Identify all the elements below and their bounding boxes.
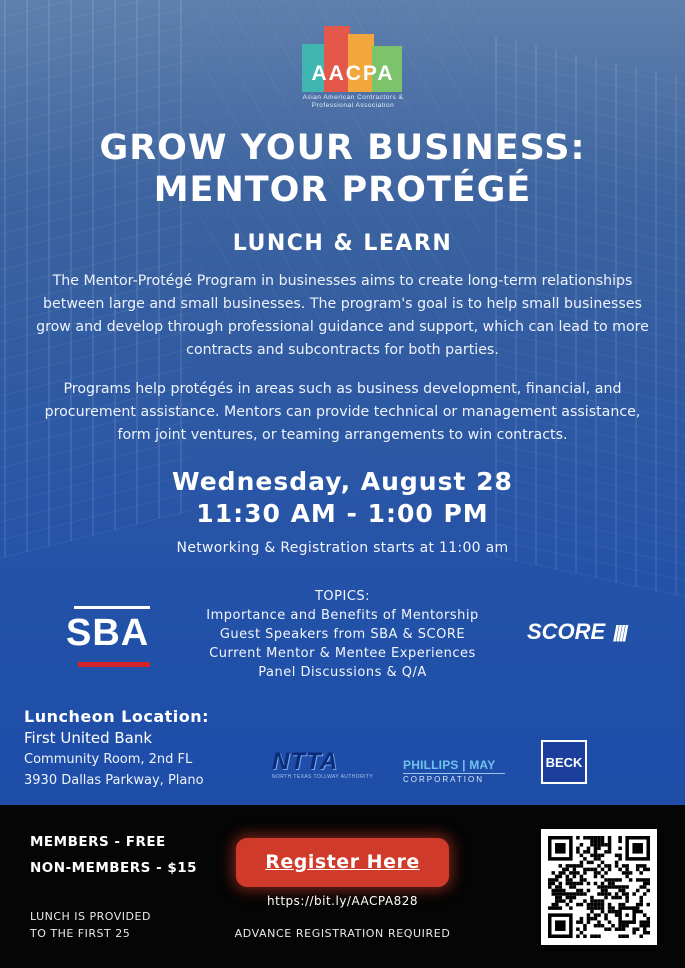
location-name: First United Bank (24, 729, 153, 747)
sba-logo (66, 604, 156, 674)
phillips-may-logo-subtext: CORPORATION (403, 773, 505, 784)
non-members-price: NON-MEMBERS - $15 (30, 860, 198, 876)
registration-link[interactable]: https://bit.ly/AACPA828 (267, 894, 418, 908)
topic-item: Guest Speakers from SBA & SCORE (219, 627, 466, 642)
score-logo-text: SCORE (527, 619, 606, 644)
location-room: Community Room, 2nd FL (24, 752, 193, 767)
topic-item: Current Mentor & Mentee Experiences (209, 646, 476, 661)
advance-registration-note: ADVANCE REGISTRATION REQUIRED (234, 927, 451, 940)
pricing (30, 829, 197, 881)
phillips-may-logo-text: PHILLIPS | MAY (403, 758, 496, 772)
lunch-note: LUNCH IS PROVIDED TO THE FIRST 25 (30, 910, 151, 940)
qr-code-pattern (548, 836, 650, 938)
qr-code[interactable] (541, 829, 657, 945)
luncheon-location (24, 707, 209, 791)
location-heading: Luncheon Location: (24, 707, 210, 726)
logo-tagline: Asian American Contractors & Professional Association (302, 94, 404, 109)
programs-paragraph: Programs help protégés in areas such as business development, financial, and procurement assistance. Mentors can provide technical or management assistance, form joint ventures, or teaming arrangements to win contracts. (44, 381, 641, 443)
sba-logo-underline (78, 662, 150, 667)
event-date: Wednesday, August 28 (172, 467, 513, 496)
title-line-1: GROW YOUR BUSINESS: (99, 128, 586, 168)
subtitle: LUNCH & LEARN (232, 231, 453, 256)
sba-logo-topline (74, 606, 150, 610)
title-line-2: MENTOR PROTÉGÉ (153, 170, 532, 210)
topic-item: Panel Discussions & Q/A (258, 665, 427, 680)
aacpa-logo (296, 24, 410, 114)
event-time: 11:30 AM - 1:00 PM (196, 499, 489, 528)
sba-logo-text: SBA (66, 612, 150, 654)
ntta-logo (272, 748, 378, 782)
topics-heading: TOPICS: (314, 589, 371, 604)
score-logo (527, 619, 657, 649)
networking-note: Networking & Registration starts at 11:00 am (176, 540, 509, 556)
ntta-logo-text: NTTA (272, 748, 339, 775)
logo-wordmark: AACPA (311, 62, 395, 85)
location-address: 3930 Dallas Parkway, Plano (24, 773, 204, 788)
register-button[interactable]: Register Here (236, 838, 449, 887)
phillips-may-logo (403, 758, 505, 784)
registration-footer (0, 805, 685, 968)
beck-logo-text: BECK (545, 755, 583, 770)
ntta-logo-subtext: NORTH TEXAS TOLLWAY AUTHORITY (272, 774, 374, 780)
intro-paragraph: The Mentor-Protégé Program in businesses aims to create long-term relationships between large and small businesses. The program's goal is to help small businesses grow and develop through professional guidance and support, which can lead to more contracts and subcontracts for both parties. (36, 273, 649, 358)
topics-list (160, 587, 525, 682)
topic-item: Importance and Benefits of Mentorship (206, 608, 479, 623)
score-logo-slashes-icon: //// (613, 621, 626, 646)
beck-logo (541, 740, 587, 784)
members-price: MEMBERS - FREE (30, 834, 166, 850)
